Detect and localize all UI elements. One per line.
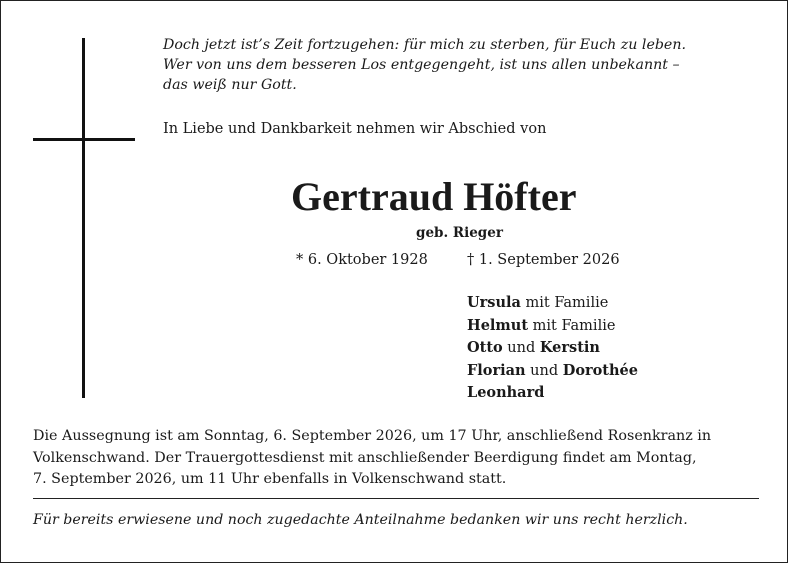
- mourner-name: Dorothée: [562, 361, 638, 379]
- mourner-text: und: [525, 362, 563, 379]
- mourner-name: Helmut: [467, 316, 529, 334]
- cross-icon-vertical: [82, 38, 85, 398]
- mourner-name: Leonhard: [467, 384, 545, 401]
- deceased-name: Gertraud Höfter: [291, 174, 577, 219]
- service-line: Volkenschwand. Der Trauergottesdienst mit anschließender Beerdigung findet am Montag,: [33, 449, 697, 466]
- mourner-text: mit Familie: [528, 317, 616, 334]
- service-line: Die Aussegnung ist am Sonntag, 6. September 2026, um 17 Uhr, anschließend Rosenkranz in: [33, 428, 712, 444]
- service-info: [33, 426, 763, 491]
- mourners-list: [467, 292, 638, 405]
- mourner-name: Florian: [467, 361, 526, 379]
- mourner-item: [467, 382, 638, 405]
- death-date: † 1. September 2026: [467, 252, 620, 268]
- cross-icon-horizontal: [33, 138, 135, 141]
- service-line: 7. September 2026, um 11 Uhr ebenfalls in Volkenschwand statt.: [33, 471, 507, 487]
- mourner-item: [467, 315, 638, 338]
- thanks-note: Für bereits erwiesene und noch zugedachte Anteilnahme bedanken wir uns recht herzlich.: [33, 512, 688, 528]
- mourner-name: Kerstin: [539, 339, 600, 356]
- quote-line: Doch jetzt ist’s Zeit fortzugehen: für mich zu sterben, für Euch zu leben.: [163, 37, 686, 53]
- mourner-name: Ursula: [467, 294, 521, 311]
- birth-date: * 6. Oktober 1928: [296, 252, 428, 268]
- mourner-item: [467, 337, 638, 360]
- mourner-item: [467, 292, 638, 315]
- quote-line: das weiß nur Gott.: [163, 77, 297, 93]
- maiden-name: geb. Rieger: [416, 225, 503, 241]
- mourner-text: und: [502, 340, 540, 356]
- farewell-intro: In Liebe und Dankbarkeit nehmen wir Abschied von: [163, 121, 547, 137]
- mourner-name: Otto: [467, 339, 503, 356]
- quote-line: Wer von uns dem besseren Los entgegengeht, ist uns allen unbekannt –: [163, 57, 680, 73]
- mourner-text: mit Familie: [520, 295, 609, 311]
- mourner-item: [467, 360, 638, 383]
- quote: [163, 35, 763, 95]
- divider: [33, 498, 759, 499]
